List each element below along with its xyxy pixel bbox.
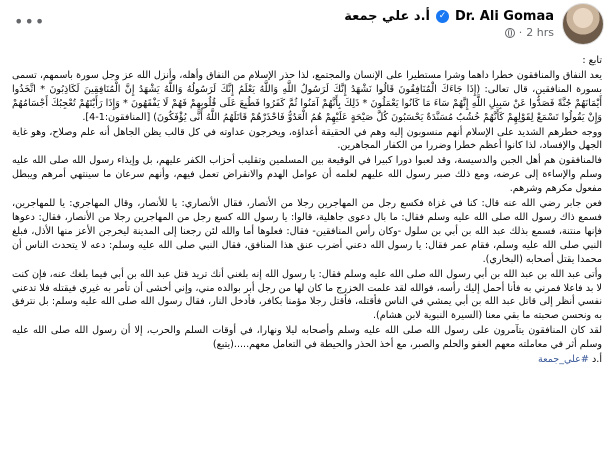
paragraph-continued: تابع : bbox=[582, 55, 602, 66]
post-body bbox=[12, 54, 602, 368]
post-time[interactable]: 2 hrs bbox=[526, 26, 554, 39]
verified-icon: ✓ bbox=[436, 10, 449, 23]
meta-separator: · bbox=[518, 26, 523, 39]
paragraph-3: فالمنافقون هم أهل الجبن والدسيسة، وقد لعبوا دورا كبيرا في الوقيعة بين المسلمين وتقليب أحزاب الكفر عليهم، بل وإيذاء رسول الله صلى الله عليه وسلم والإساءة إلى عرضه، ومع ذلك صبر رسول الله عليهم لعلمه أن عوامل الهدم والانقراض تعمل فيهم، وأنهم سرعان ما سينتهي أمرهم ويبطل مفعول مكرهم وشرهم. bbox=[12, 155, 602, 195]
more-options-icon[interactable]: ••• bbox=[14, 12, 46, 31]
author-block bbox=[344, 9, 554, 39]
post-meta bbox=[505, 26, 554, 39]
post-header bbox=[0, 0, 614, 48]
avatar[interactable] bbox=[562, 3, 604, 45]
paragraph-5: وأتى عبد الله بن عبد الله بن أبي رسول الله صلى الله عليه وسلم فقال: يا رسول الله إنه بلغني أنك تريد قتل عبد الله بن أبي فيما بلغك عنه، فإن كنت لا بد فاعلا فمرني به فأنا أحمل إليك رأسه، فوالله لقد علمت الخزرج ما كان لها من رجل أبر بوالده مني، وإني أخشى أن تأمر به غيري فيقتله فلا تدعني نفسي أنظر إلى قاتل عبد الله بن أبي يمشي في الناس فأقتله، فأقتل رجلا مؤمنا بكافر، فأدخل النار، فقال رسول الله صلى الله عليه وسلم: بل نترفق به ونحسن صحبته ما بقي معنا (السيرة النبوية لابن هشام). bbox=[12, 268, 602, 322]
paragraph-4: فعن جابر رضي الله عنه قال: كنا في غزاة فكسع رجل من المهاجرين رجلا من الأنصار، فقال الأنصاري: يا للأنصار، وقال المهاجري: يا للمهاجرين، فسمع ذاك رسول الله صلى الله عليه وسلم فقال: ما بال دعوى جاهلية، قالوا: يا رسول الله كسع رجل من المهاجرين رجلا من الأنصار، فقال: دعوها فإنها منتنة، فسمع بذلك عبد الله بن أبي بن سلول -وكان رأس المنافقين- فقال: فعلوها أما والله لئن رجعنا إلى المدينة ليخرجن الأعز منها الأذل، فبلغ النبي صلى الله عليه وسلم، فقام عمر فقال: يا رسول الله دعني أضرب عنق هذا المنافق، فقال النبي صلى الله عليه وسلم: دعه لا يتحدث الناس أن محمدا يقتل أصحابه (البخاري). bbox=[12, 198, 602, 265]
signature-prefix: أ.د bbox=[588, 354, 602, 366]
globe-icon[interactable] bbox=[505, 28, 515, 38]
paragraph-2: ووجه خطرهم الشديد على الإسلام أنهم منسوبون إليه وهم في الحقيقة أعداؤه، ويخرجون عداوته في كل قالب يظن الجاهل أنه علم وصلاح، وهو غاية الجهل والإفساد، لذا كانوا أعظم خطرا وضررا من الكفار المجاهرين. bbox=[12, 126, 602, 152]
signature-line bbox=[12, 353, 602, 367]
hashtag-link[interactable]: #علي_جمعة bbox=[537, 354, 589, 366]
paragraph-6: لقد كان المنافقون يتآمرون على رسول الله صلى الله عليه وسلم وأصحابه ليلا ونهارا، في أوقات السلم والحرب، إلا أن رسول الله صلى الله عليه وسلم أثر في معاملته معهم العفو والحلم والصبر، مع أخذ الحذر والحيطة في التعامل معهم.....(يتبع) bbox=[12, 325, 602, 351]
author-name-en[interactable]: Dr. Ali Gomaa bbox=[454, 9, 554, 24]
author-name-row bbox=[344, 9, 554, 24]
paragraph-1: يعد النفاق والمنافقون خطرا داهما وشرا مستطيرا على الإنسان والمجتمع، لذا حذر الإسلام من النفاق وأهله، وأنزل الله عز وجل سورة باسمهم، تسمى بسورة المنافقين، قال تعالى: (إِذَا جَاءَكَ الْمُنَافِقُونَ قَالُوا نَشْهَدُ إِنَّكَ لَرَسُولُ اللَّهِ وَاللَّهُ يَعْلَمُ إِنَّكَ لَرَسُولُهُ وَاللَّهُ يَشْهَدُ إِنَّ الْمُنَافِقِينَ لَكَاذِبُونَ * اتَّخَذُوا أَيْمَانَهُمْ جُنَّةً فَصَدُّوا عَنْ سَبِيلِ اللَّهِ إِنَّهُمْ سَاءَ مَا كَانُوا يَعْمَلُونَ * ذَلِكَ بِأَنَّهُمْ آمَنُوا ثُمَّ كَفَرُوا فَطُبِعَ عَلَى قُلُوبِهِمْ فَهُمْ لَا يَفْقَهُونَ * وَإِذَا رَأَيْتَهُمْ تُعْجِبُكَ أَجْسَامُهُمْ وَإِنْ يَقُولُوا تَسْمَعْ لِقَوْلِهِمْ كَأَنَّهُمْ خُشُبٌ مُسَنَّدَةٌ يَحْسَبُونَ كُلَّ صَيْحَةٍ عَلَيْهِمْ هُمُ الْعَدُوُّ فَاحْذَرْهُمْ قَاتَلَهُمُ اللَّهُ أَنَّى يُؤْفَكُونَ) [المنافقون:1-4]. bbox=[12, 69, 602, 123]
author-name-ar[interactable]: أ.د علي جمعة bbox=[344, 9, 430, 24]
